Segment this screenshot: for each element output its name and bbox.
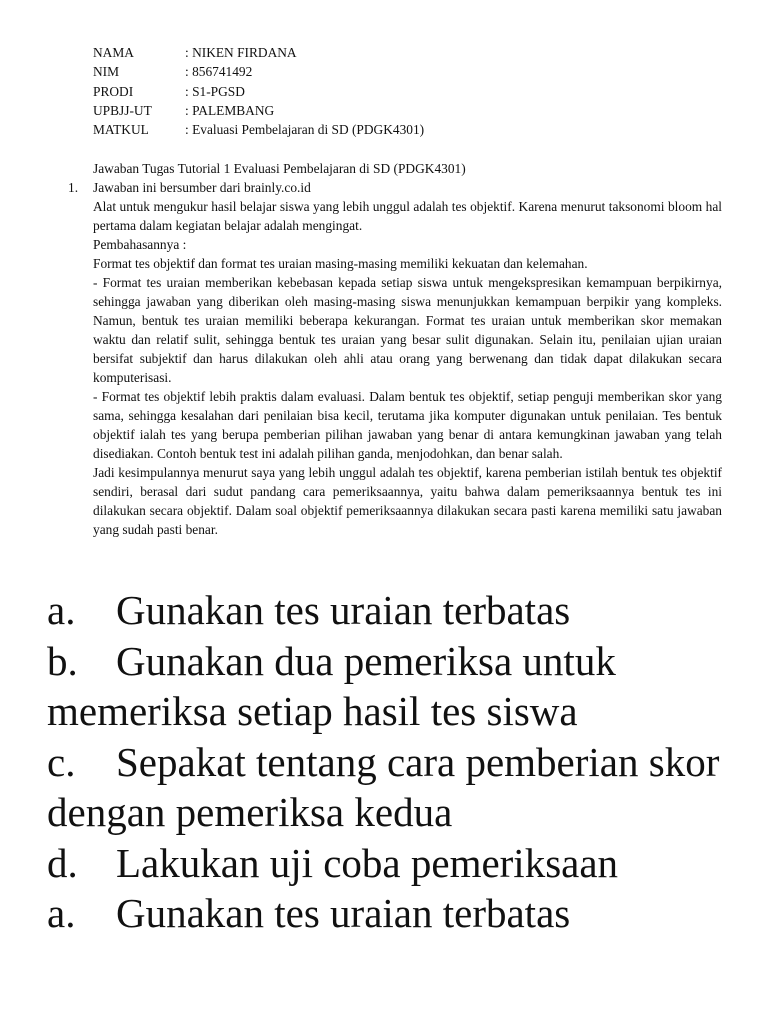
identity-label: NIM xyxy=(93,64,120,80)
options-list xyxy=(47,585,747,939)
identity-block xyxy=(93,43,424,139)
option-item xyxy=(47,636,747,737)
identity-row-nim xyxy=(93,62,424,81)
answer-paragraph: Alat untuk mengukur hasil belajar siswa yang lebih unggul adalah tes objektif. Karena menurut taksonomi bloom hal pertama dalam kegiatan belajar adalah mengingat. xyxy=(93,199,722,233)
option-item xyxy=(47,838,747,889)
identity-value: : S1-PGSD xyxy=(185,83,245,99)
option-text: Lakukan uji coba pemeriksaan xyxy=(116,839,619,886)
identity-label: UPBJJ-UT xyxy=(93,102,152,118)
identity-row-upbjj xyxy=(93,101,424,120)
identity-label: MATKUL xyxy=(93,122,149,138)
answer-paragraph: Jawaban ini bersumber dari brainly.co.id xyxy=(93,180,311,195)
answer-paragraph: Format tes objektif dan format tes uraian masing-masing memiliki kekuatan dan kelemahan. xyxy=(93,256,588,271)
option-item xyxy=(47,737,747,838)
option-letter: b. xyxy=(47,637,78,684)
identity-row-matkul xyxy=(93,120,424,139)
option-text: Gunakan tes uraian terbatas xyxy=(116,890,571,936)
answer-number: 1. xyxy=(68,180,79,195)
option-letter: c. xyxy=(47,738,76,785)
identity-value: : Evaluasi Pembelajaran di SD (PDGK4301) xyxy=(185,122,425,138)
option-letter: a. xyxy=(47,587,76,633)
answer-paragraph: Jadi kesimpulannya menurut saya yang lebih unggul adalah tes objektif, karena pemberian istilah bentuk tes objektif sendiri, berasal dari sudut pandang cara pemeriksaannya, yaitu bahwa dalam pemeriksaannya bentuk tes ini dilakukan secara objektif. Dalam soal objektif pemeriksaannya dilakukan secara pasti karena memiliki satu jawaban yang sudah pasti benar. xyxy=(93,465,722,537)
option-text: Gunakan tes uraian terbatas xyxy=(116,587,571,633)
identity-row-name xyxy=(93,43,424,62)
identity-value: : 856741492 xyxy=(185,64,253,80)
option-letter: d. xyxy=(47,839,78,886)
identity-label: NAMA xyxy=(93,45,134,60)
answer-paragraph: Pembahasannya : xyxy=(93,237,187,252)
option-item xyxy=(47,585,747,636)
identity-label: PRODI xyxy=(93,83,134,99)
option-letter: a. xyxy=(47,890,76,936)
answer-title: Jawaban Tugas Tutorial 1 Evaluasi Pembelajaran di SD (PDGK4301) xyxy=(93,161,466,176)
identity-row-prodi xyxy=(93,82,424,101)
answer-paragraph: - Format tes objektif lebih praktis dalam evaluasi. Dalam bentuk tes objektif, setiap penguji memberikan skor yang sama, sehingga kesalahan dari penilaian bisa kecil, terutama jika komputer digunakan untuk penilaian. Tes bentuk objektif ialah tes yang berupa pemberian pilihan jawaban yang benar di antara kemungkinan jawaban yang telah disediakan. Contoh bentuk test ini adalah pilihan ganda, menjodohkan, dan benar salah. xyxy=(93,389,722,461)
answer-body xyxy=(93,178,722,539)
identity-value: : PALEMBANG xyxy=(185,102,275,118)
option-text: Gunakan dua pemeriksa untuk memeriksa setiap hasil tes siswa xyxy=(47,637,616,734)
answer-paragraph: - Format tes uraian memberikan kebebasan kepada setiap siswa untuk mengekspresikan kemampuan berpikirnya, sehingga jawaban yang diberikan oleh masing-masing siswa menunjukkan kemampuan berpikir yang kompleks. Namun, bentuk tes uraian memiliki beberapa kekurangan. Format tes uraian untuk memberikan skor memakan waktu dan relatif sulit, sehingga bentuk tes uraian yang besar sulit digunakan. Selain itu, penilaian ujian uraian bersifat subjektif dan harus dilakukan oleh ahli atau orang yang berwenang dan tidak dapat dilakukan secara komputerisasi. xyxy=(93,275,722,385)
option-item xyxy=(47,888,747,939)
identity-value: : NIKEN FIRDANA xyxy=(185,45,297,60)
option-text: Sepakat tentang cara pemberian skor dengan pemeriksa kedua xyxy=(47,738,720,835)
